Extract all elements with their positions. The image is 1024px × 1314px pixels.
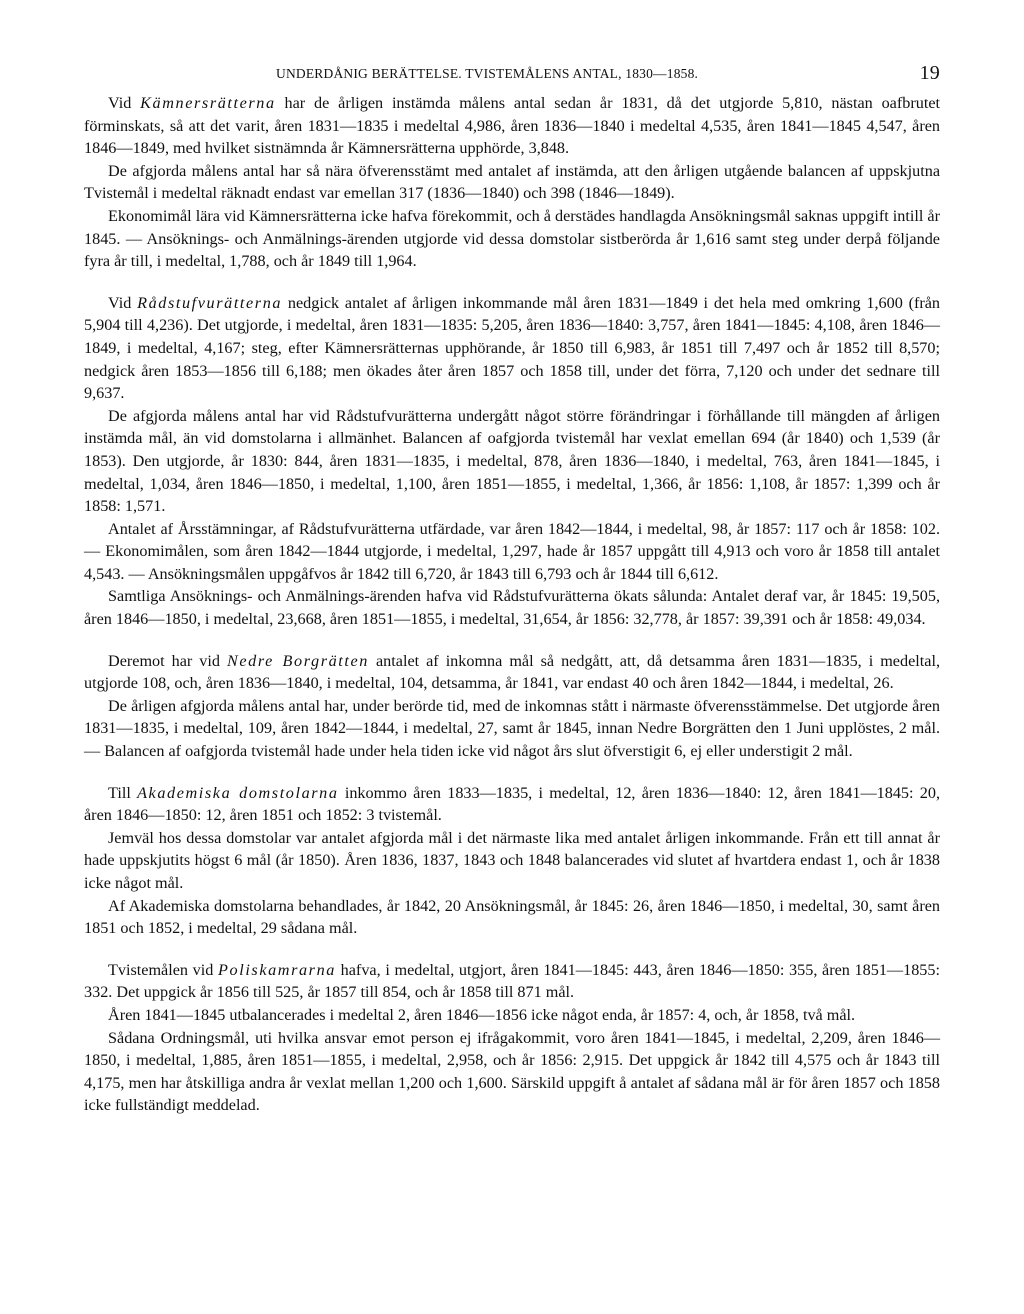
paragraph [84,160,940,205]
emphasized-text: Kämnersrätterna [140,94,276,112]
text-run: Vid [108,94,141,112]
emphasized-text: Ansökningsmålen [147,564,265,583]
text-section [84,92,940,273]
text-section [84,782,940,940]
emphasized-text: Samtliga Ansöknings- och Anmälnings-ärenden [108,587,421,606]
text-run: Vid [108,293,138,312]
emphasized-text: utbalancerades [229,1005,326,1024]
running-title: UNDERDÅNIG BERÄTTELSE. TVISTEMÅLENS ANTAL, 1830—1858. [276,66,699,81]
emphasized-text: Nedre Borgrätten [226,651,369,670]
text-run: Antalet af [108,519,178,538]
text-section [84,650,940,763]
paragraph [84,827,940,895]
text-run: De [108,406,133,425]
text-run: nedgick antalet af årligen [282,293,463,312]
text-run: Till [108,783,138,802]
text-run: har de årligen [275,94,392,112]
emphasized-text: Ekonomimålen, [105,542,209,561]
text-run: har vexlat emellan 694 (år 1840) och 1,539 (år 1853). Den utgjorde, år 1830: 844, åren 1831—1835, i medeltal, 878, åren 1836—1840, i medeltal, 763, åren 1841—1845, i medeltal, 1,034, åren 1846—1850, i medeltal, 1,100, åren 1851—1855, i medeltal, 1,366, år 1856: 1,108, år 1857: 1,399 och år 1858: 1,571. [84,429,940,516]
text-run: hade under hela tiden icke vid något års slut öfverstigit 6, ej eller understigit 2 mål. [310,742,853,761]
paragraph [84,1027,940,1117]
page-header [84,62,940,92]
paragraph [84,959,940,1004]
text-section [84,959,940,1117]
paragraph [84,292,940,405]
text-run: saknas uppgift intill år 1845. — [84,206,941,248]
text-run: af Rådstufvurätterna utfärdade, var åren 1842—1844, i medeltal, 98, år 1857: 117 och år 1858: 102. — [84,519,940,561]
document-page [84,62,940,1136]
page-number: 19 [919,62,940,84]
emphasized-text: instämda målens [391,94,506,112]
text-run: i medeltal 2, åren 1846—1856 icke något enda, år 1857: 4, och, år 1858, två mål. [325,1005,856,1024]
emphasized-text: Ordningsmål, uti hvilka ansvar emot person ej ifrågakommit, [160,1028,570,1047]
text-run: åren 1831—1849 i det hela med omkring 1,600 (från 5,904 till 4,236). Det utgjorde, i medeltal, åren 1831—1835: 5,205, åren 1836—1840: 3,757, åren 1841—1845: 4,108, åren 1846—1849, i medeltal, 4,167; steg, efter Kämnersrätternas upphörande, år 1850 till 6,983, år 1851 till 7,497 och år 1852 till 8,570; nedgick åren 1853—1856 till 6,188; men ökades åter åren 1857 och 1858 till, under det förra, 7,120 och under det sednare till 9,637. [84,293,941,403]
paragraph [84,205,940,273]
text-run: antal sedan år 1831, då det utgjorde 5,810, nästan oafbrutet förminskats, så att det varit, åren 1831—1835 i medeltal 4,986, åren 1836—1840 i medeltal 4,535, åren 1841—1845 4,547, åren 1846—1849, med hvilket sistnämnda år Kämnersrätterna upphörde, 3,848. [84,94,941,158]
emphasized-text: Rådstufvurätterna [137,293,283,312]
emphasized-text: uppskjutna Tvistemål [84,161,941,203]
text-run: De årligen [108,696,181,715]
emphasized-text: oafgjorda tvistemål [487,429,616,448]
text-run: antal har så nära öfverensstämt med antalet af instämda, att den årligen utgående balancen af [237,161,869,180]
emphasized-text: Poliskamrarna [218,960,336,979]
text-run: Af Akademiska domstolarna behandlades, år 1842, 20 [108,896,465,915]
emphasized-text: uppskjutits [119,851,191,870]
paragraph [84,585,940,630]
paragraph [84,782,940,827]
text-run: voro åren 1841—1845, i medeltal, 2,209, åren 1846—1850, i medeltal, 1,885, åren 1851—1855, i medeltal, 2,958, och år 1856: 2,915. Det uppgick år 1842 till 4,575 och år 1843 till 4,175, men har åtskilliga andra år vexlat mellan 1,200 och 1,600. Särskild uppgift å antalet af sådana mål är för åren 1857 och 1858 icke fullständigt meddelad. [84,1028,941,1115]
text-run: antal har, under berörde tid, med de inkomnas stått i närmaste öfverensstämmelse. Det utgjorde åren 1831—1835, i medeltal, 109, åren 1842—1844, i medeltal, 27, samt år 1845, innan Nedre Borgrätten den 1 Juni upplöstes, 2 mål. — Balancen af [84,696,940,761]
emphasized-text: afgjorda mål [369,828,453,847]
text-run: Jemväl hos dessa domstolar var antalet [108,828,370,847]
emphasized-text: inkommo [344,783,407,802]
paragraph [84,650,940,695]
text-run: antalet af inkomna mål så nedgått, att, då detsamma åren 1831—1835, i medeltal, utgjorde 108, och, åren 1836—1840, i medeltal, 104, detsamma, år 1841, var endast 40 och åren 1842—1844, i medeltal, 26. [84,651,940,693]
emphasized-text: afgjorda målens [180,696,285,715]
paragraph [84,895,940,940]
paragraph [84,92,940,160]
text-run: åren 1833—1835, i medeltal, 12, åren 1836—1840: 12, åren 1841—1845: 20, åren 1846—1850: 12, åren 1851 och 1852: 3 [84,783,940,825]
text-run: Deremot har vid [108,651,227,670]
text-run: som åren 1842—1844 utgjorde, i medeltal, 1,297, hade år 1857 uppgått till 4,913 och voro år 1858 till antalet 4,543. — [84,542,940,583]
text-run: Åren 1841—1845 [108,1005,230,1024]
text-run: utgjorde vid dessa domstolar sistberörda år 1,616 samt steg under derpå följande fyra år till, i medeltal, 1,788, och år 1849 till 1,964. [84,229,940,271]
paragraph [84,1004,940,1027]
text-run: De [108,161,133,180]
text-run: Sådana [108,1028,161,1047]
emphasized-text: inkommande mål [462,293,578,312]
emphasized-text: Ansökningsmål, [464,896,571,915]
paragraph [84,695,940,763]
emphasized-text: tvistemål. [378,806,442,825]
text-run: lära vid Kämnersrätterna icke hafva förekommit, och å derstädes handlagda [191,206,690,225]
text-run: vid [188,960,219,979]
paragraph [84,405,940,518]
emphasized-text: Ekonomimål [108,206,192,225]
emphasized-text: Ansökningsmål [689,206,791,225]
body-text [84,92,940,1117]
paragraph [84,518,940,586]
text-run: högst 6 mål (år 1850). Åren 1836, 1837, 1843 och 1848 balancerades vid slutet af hvartdera endast 1, och år 1838 icke något mål. [84,851,940,892]
text-run: uppgåfvos år 1842 till 6,720, år 1843 till 6,793 och år 1844 till 6,612. [264,564,719,583]
text-run: hafva vid Rådstufvurätterna ökats sålunda: Antalet deraf var, år 1845: 19,505, åren 1846—1850, i medeltal, 23,668, åren 1851—1855, i medeltal, 31,654, år 1856: 32,778, år 1857: 39,391 och år 1858: 49,034. [84,587,940,629]
emphasized-text: Ansöknings- och Anmälnings-ärenden [146,229,399,248]
text-run: i det närmaste lika med antalet årligen inkommande. Från ett till annat år hade [84,828,941,870]
text-run: år 1845: 26, åren 1846—1850, i medeltal, 30, samt åren 1851 och 1852, i medeltal, 29 sådana mål. [84,896,940,938]
text-section [84,292,940,631]
emphasized-text: Akademiska domstolarna [137,783,339,802]
emphasized-text: afgjorda målens [132,161,238,180]
emphasized-text: Tvistemålen [108,960,189,979]
emphasized-text: Årsstämningar, [177,519,277,538]
text-run: antal har vid Rådstufvurätterna undergått något större förändringar i förhållande till mängden af årligen instämda mål, än vid domstolarna i allmänhet. Balancen af [84,406,940,448]
emphasized-text: afgjorda målens [132,406,239,425]
text-run: i medeltal räknadt endast var emellan 317 (1836—1840) och 398 (1846—1849). [148,184,675,203]
text-run: hafva, i medeltal, utgjort, åren 1841—1845: 443, åren 1846—1850: 355, åren 1851—1855: 332. Det uppgick år 1856 till 525, år 1857 till 854, och år 1858 till 871 mål. [84,960,940,1002]
emphasized-text: oafgjorda tvistemål [185,742,311,761]
